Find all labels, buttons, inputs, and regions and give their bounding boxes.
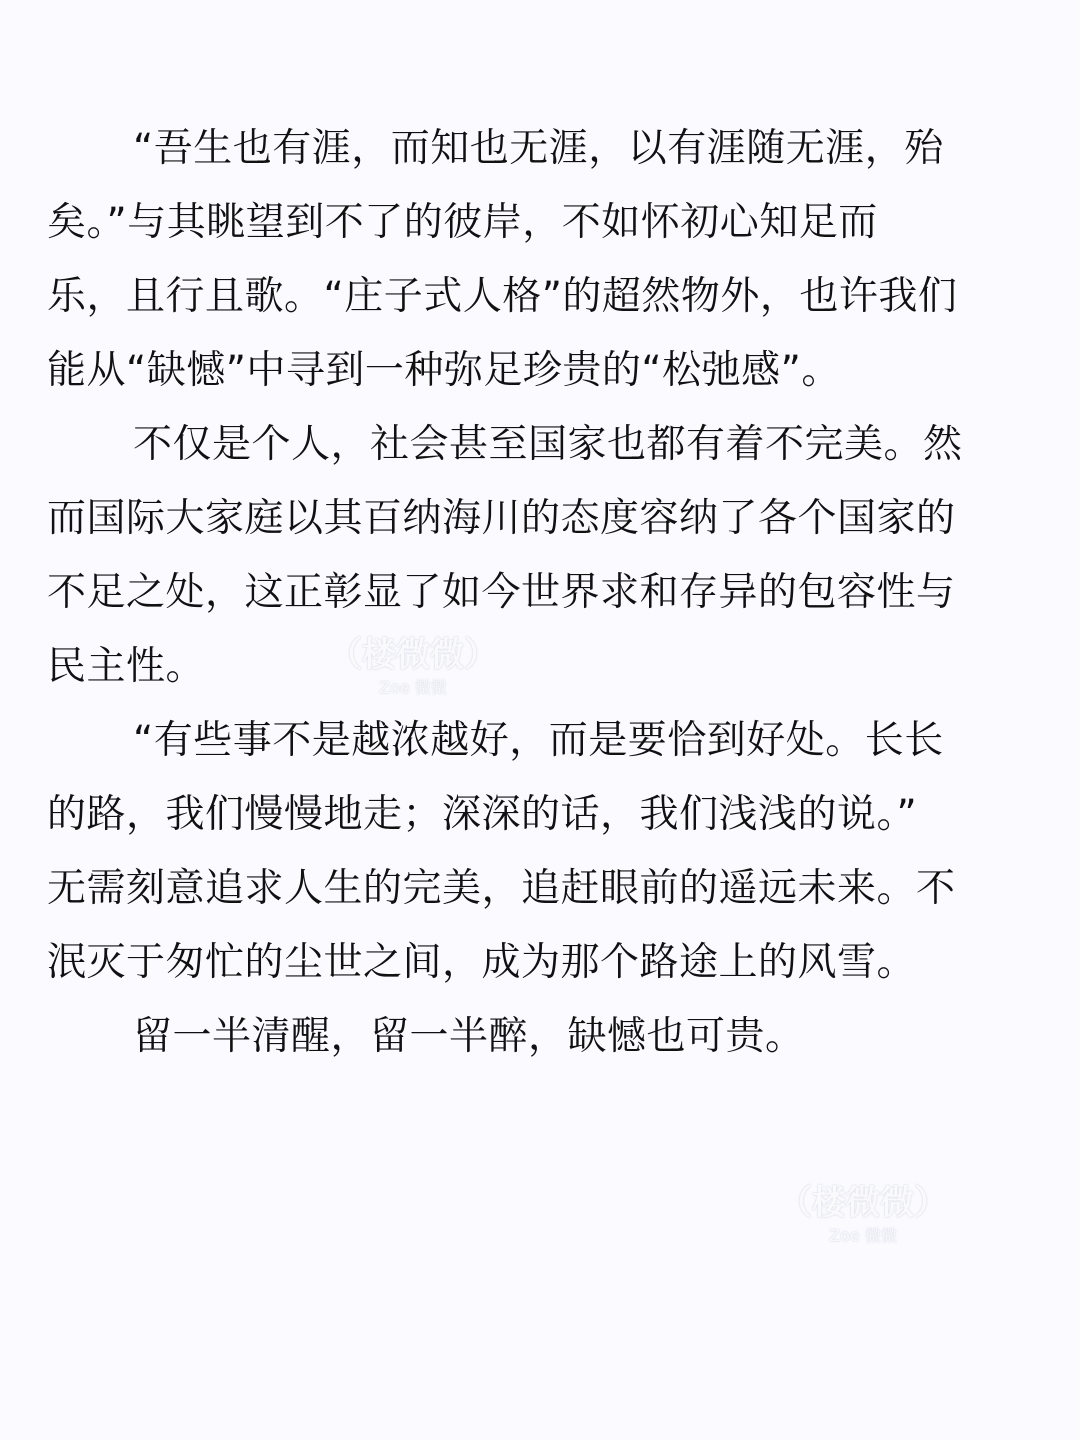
text-line: 泯灭于匆忙的尘世之间，成为那个路途上的风雪。: [47, 940, 917, 985]
text-line: 的路，我们慢慢地走；深深的话，我们浅浅的说。”: [47, 792, 918, 837]
text-line: 矣。”与其眺望到不了的彼岸，不如怀初心知足而: [47, 200, 878, 245]
watermark: [768, 1180, 958, 1246]
text-line: “吾生也有涯，而知也无涯，以有涯随无涯，殆: [133, 126, 944, 171]
watermark-subtitle: Zoe 微微: [379, 678, 447, 697]
text-line: 留一半清醒，留一半醉，缺憾也可贵。: [133, 1014, 805, 1059]
text-line: 而国际大家庭以其百纳海川的态度容纳了各个国家的: [47, 496, 956, 541]
watermark-subtitle: Zoe 微微: [829, 1226, 897, 1245]
watermark-title: （楼微微）: [778, 1183, 948, 1223]
text-line: 不仅是个人，社会甚至国家也都有着不完美。然: [133, 422, 963, 467]
text-line: 无需刻意追求人生的完美，追赶眼前的遥远未来。不: [47, 866, 956, 911]
text-line: 不足之处，这正彰显了如今世界求和存异的包容性与: [47, 570, 956, 615]
watermark-title: （楼微微）: [328, 635, 498, 675]
watermark: [318, 632, 508, 698]
text-line: 能从“缺憾”中寻到一种弥足珍贵的“松弛感”。: [47, 348, 841, 393]
article-body: [47, 112, 1039, 1074]
text-line: 民主性。: [47, 644, 206, 689]
text-line: “有些事不是越浓越好，而是要恰到好处。长长: [133, 718, 944, 763]
text-line: 乐，且行且歌。“庄子式人格”的超然物外，也许我们: [47, 274, 958, 319]
